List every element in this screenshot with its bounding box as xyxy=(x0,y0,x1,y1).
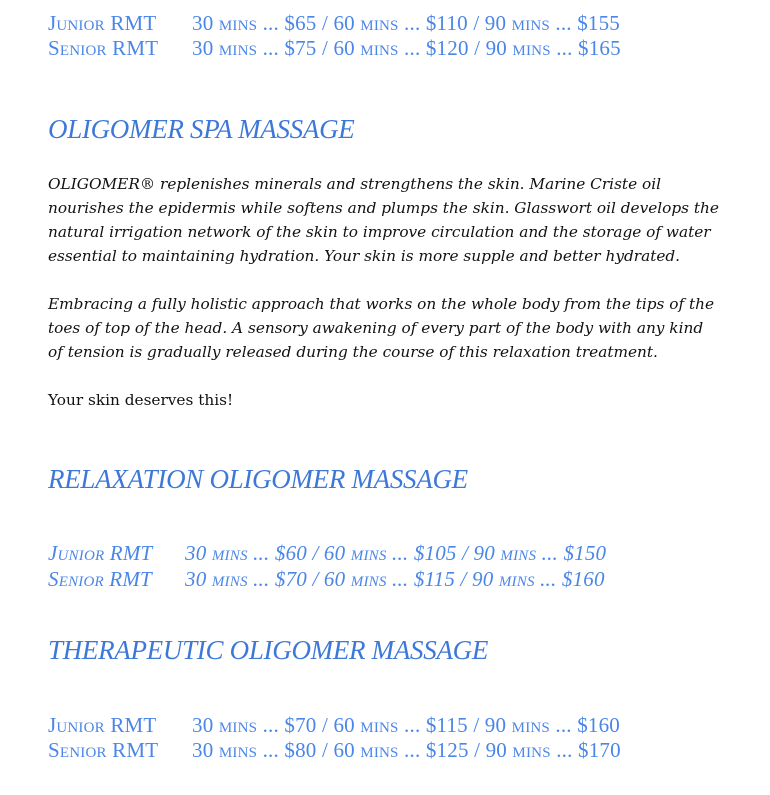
price-row-junior xyxy=(48,541,606,566)
tier-label: Junior RMT xyxy=(48,541,153,565)
rates-text: 30 mins ... $75 / 60 mins ... $120 / 90 mins ... $165 xyxy=(192,36,621,60)
tagline-paragraph: Your skin deserves this! xyxy=(48,391,234,409)
tier-label: Junior RMT xyxy=(48,713,157,737)
rates-text: 30 mins ... $65 / 60 mins ... $110 / 90 mins ... $155 xyxy=(192,11,621,35)
tier-label: Senior RMT xyxy=(48,36,159,60)
price-row-junior xyxy=(48,11,620,36)
section-title-therapeutic: THERAPEUTIC OLIGOMER MASSAGE xyxy=(48,635,489,665)
price-row-senior xyxy=(48,738,621,763)
rates-text: 30 mins ... $60 / 60 mins ... $105 / 90 mins ... $150 xyxy=(185,541,607,565)
price-row-senior xyxy=(48,36,621,61)
rates-text: 30 mins ... $70 / 60 mins ... $115 / 90 mins ... $160 xyxy=(192,713,621,737)
price-row-senior xyxy=(48,567,605,592)
tier-label: Senior RMT xyxy=(48,567,152,591)
description-paragraph: Embracing a fully holistic approach that works on the whole body from the tips of the toes of top of the head. A sensory awakening of every part of the body with any kind of tension is gradually released during the course of this relaxation treatment. xyxy=(48,295,715,361)
description-paragraph: OLIGOMER® replenishes minerals and strengthens the skin. Marine Criste oil nourishes the epidermis while softens and plumps the skin. Glasswort oil develops the natural irrigation network of the skin to improve circulation and the storage of water essential to maintaining hydration. Your skin is more supple and better hydrated. xyxy=(48,175,719,265)
section-title-oligomer-spa: OLIGOMER SPA MASSAGE xyxy=(48,114,355,144)
rates-text: 30 mins ... $70 / 60 mins ... $115 / 90 mins ... $160 xyxy=(185,567,605,591)
section-title-relaxation: RELAXATION OLIGOMER MASSAGE xyxy=(48,464,468,494)
rates-text: 30 mins ... $80 / 60 mins ... $125 / 90 mins ... $170 xyxy=(192,738,621,762)
tier-label: Junior RMT xyxy=(48,11,157,35)
price-row-junior xyxy=(48,713,620,738)
tier-label: Senior RMT xyxy=(48,738,159,762)
